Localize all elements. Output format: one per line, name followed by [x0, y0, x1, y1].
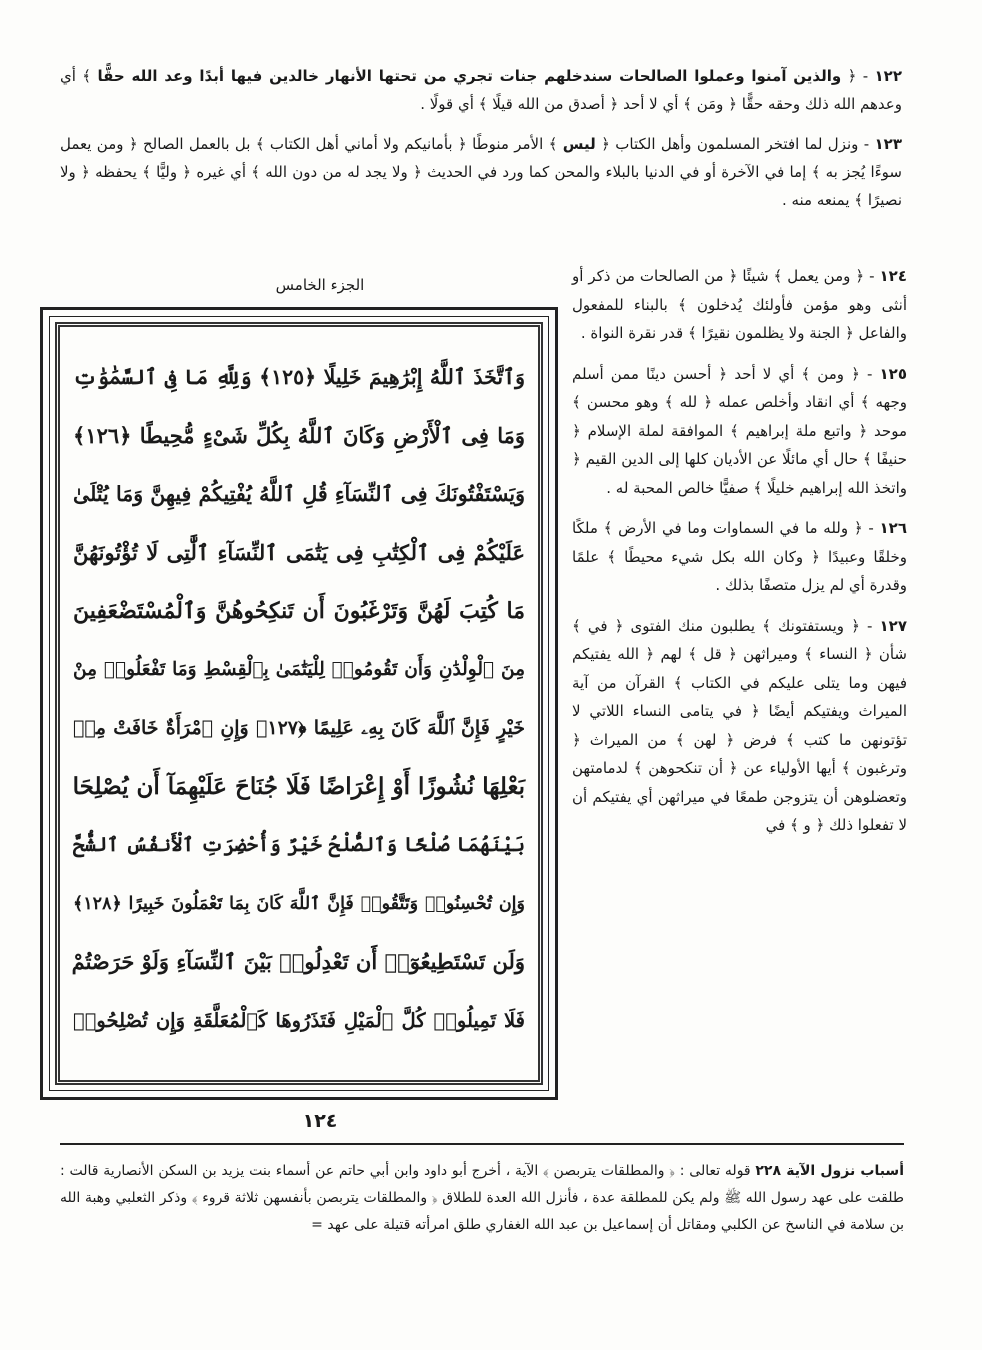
quran-line-8: بَعْلِهَا نُشُوزًا أَوْ إِعْرَاضًا فَلَا جُنَاحَ عَلَيْهِمَآ أَن يُصْلِحَا: [72, 772, 525, 800]
verse-number: ١٢٣: [874, 135, 902, 153]
footnote-text: قوله تعالى : ﴿ والمطلقات يتربصن ﴾ الآية ، أخرج أبو داود وابن أبي حاتم عن أسماء بنت يزيد بن السكن الأنصارية قالت : طلقت على عهد رسول الله ﷺ ولم يكن للمطلقة عدة ، فأنزل الله العدة للطلاق ﴿ والمطلقات يتربصن بأنفسهن ثلاثة قروء ﴾ وذكر الثعلبي وهبة الله بن سلامة في الناسخ عن الكلبي ومقاتل أن إسماعيل بن عبد الله الغفاري طلق امرأته قتيلة على عهد =: [60, 1163, 904, 1233]
quran-line-7: خَيْرٍ فَإِنَّ ٱللَّهَ كَانَ بِهِۦ عَلِيمًا ﴿١٢٧﴾ وَإِنِ ٱمْرَأَةٌ خَافَتْ مِنۢ: [73, 717, 525, 739]
footnote-divider: [60, 1143, 904, 1145]
verse-number: ١٢٥: [879, 364, 907, 383]
quran-line-12: فَلَا تَمِيلُوا۟ كُلَّ ٱلْمَيْلِ فَتَذَرُوهَا كَٱلْمُعَلَّقَةِ وَإِن تُصْلِحُوا۟: [73, 1008, 525, 1032]
commentary-entry-124: [572, 262, 907, 348]
commentary-entry-126: [572, 514, 907, 600]
verse-quote: ليس: [562, 135, 596, 153]
commentary-text: ﴾ الأمر منوطًا ﴿ بأمانيكم ولا أماني أهل الكتاب ﴾ بل بالعمل الصالح ﴿ ومن يعمل سوءًا يُجز به ﴾ إما في الآخرة أو في الدنيا بالبلاء والمحن كما ورد في الحديث ﴿ ولا يجد له من دون الله ﴾ أي غيره ﴿ وليًّا ﴾ يحفظه ﴿ ولا نصيرًا ﴾ يمنعه منه .: [60, 135, 902, 209]
commentary-entry-125: [572, 360, 907, 503]
verse-number: ١٢٦: [879, 519, 907, 537]
commentary-entry-123: [60, 130, 902, 214]
footnote-block: [60, 1158, 904, 1239]
commentary-side-column: [572, 262, 907, 852]
commentary-text: - ﴿ ولله ما في السماوات وما في الأرض ﴾ ملكًا وخلقًا وعبيدًا ﴿ وكان الله بكل شيء محيطًا ﴾ علمًا وقدرة أي لم يزل متصفًا بذلك .: [572, 519, 907, 594]
mushaf-frame: [40, 307, 558, 1100]
commentary-lead: - ﴿: [841, 67, 875, 85]
quran-line-6: مِنَ ٱلْوِلْدَٰنِ وَأَن تَقُومُوا۟ لِلْيَتَٰمَىٰ بِٱلْقِسْطِ وَمَا تَفْعَلُوا۟ مِنْ: [73, 658, 525, 680]
commentary-text: ﴾ أي وعدهم الله ذلك وحقه حقًّا ﴿ ومَن ﴾ أي لا أحد ﴿ أصدق من الله قيلًا ﴾ أي قولًا .: [60, 67, 902, 113]
quran-line-2: وَمَا فِى ٱلْأَرْضِ وَكَانَ ٱللَّهُ بِكُلِّ شَىْءٍ مُّحِيطًا ﴿١٢٦﴾: [73, 422, 525, 448]
quran-line-3: وَيَسْتَفْتُونَكَ فِى ٱلنِّسَآءِ قُلِ ٱللَّهُ يُفْتِيكُمْ فِيهِنَّ وَمَا يُتْلَىٰ: [73, 482, 525, 506]
quran-line-10: وَإِن تُحْسِنُوا۟ وَتَتَّقُوا۟ فَإِنَّ ٱللَّهَ كَانَ بِمَا تَعْمَلُونَ خَبِيرًا ﴿١٢٨﴾: [73, 893, 525, 914]
verse-quote: والذين آمنوا وعملوا الصالحات سندخلهم جنات تجري من تحتها الأنهار خالدين فيها أبدًا وعد الله حقًّا: [97, 67, 842, 85]
footnote-heading: أسباب نزول الآية ٢٢٨: [755, 1163, 905, 1179]
juz-label: الجزء الخامس: [275, 276, 365, 294]
commentary-lead: - ونزل لما افتخر المسلمون وأهل الكتاب ﴿: [595, 135, 875, 153]
verse-number: ١٢٢: [874, 67, 902, 85]
quran-text-block: [73, 348, 525, 1050]
quran-line-11: وَلَن تَسْتَطِيعُوٓا۟ أَن تَعْدِلُوا۟ بَيْنَ ٱلنِّسَآءِ وَلَوْ حَرَصْتُمْ: [71, 949, 525, 974]
commentary-text: - ﴿ ومن ﴾ أي لا أحد ﴿ أحسن دينًا ممن أسلم وجهه ﴾ أي انقاد وأخلص عمله ﴿ لله ﴾ وهو محسن ﴾ موحد ﴿ واتبع ملة إبراهيم ﴾ الموافقة لملة الإسلام ﴿ حنيفًا ﴾ حال أي مائلًا عن الأديان كلها إلى الدين القيم ﴿ واتخذ الله إبراهيم خليلًا ﴾ صفيًّا خالص المحبة له .: [572, 364, 907, 497]
commentary-entry-127: [572, 612, 907, 840]
page-number: ١٢٤: [302, 1110, 338, 1132]
quran-line-5: مَا كُتِبَ لَهُنَّ وَتَرْغَبُونَ أَن تَنكِحُوهُنَّ وَٱلْمُسْتَضْعَفِينَ: [73, 598, 525, 624]
commentary-entry-122: [60, 62, 902, 118]
quran-line-9: بَيْنَهُمَا صُلْحًا وَٱلصُّلْحُ خَيْرٌ وَأُحْضِرَتِ ٱلْأَنفُسُ ٱلشُّحَّ: [72, 833, 525, 856]
quran-line-4: عَلَيْكُمْ فِى ٱلْكِتَٰبِ فِى يَتَٰمَى ٱلنِّسَآءِ ٱلَّٰتِى لَا تُؤْتُونَهُنَّ: [73, 539, 525, 565]
commentary-text: - ﴿ ومن يعمل ﴾ شيئًا ﴿ من الصالحات من ذكر أو أنثى وهو مؤمن فأولئك يُدخلون ﴾ بالبناء للمفعول والفاعل ﴿ الجنة ولا يظلمون نقيرًا ﴾ قدر نقرة النواة .: [572, 267, 907, 342]
commentary-text: - ﴿ ويستفتونك ﴾ يطلبون منك الفتوى ﴿ في ﴾ شأن ﴿ النساء ﴾ وميراثهن ﴿ قل ﴾ لهم ﴿ الله يفتيكم فيهن وما يتلى عليكم في الكتاب ﴾ القرآن من آية الميراث ويفتيكم أيضًا ﴿ في يتامى النساء اللاتي لا تؤتونهن ما كتب ﴾ فرض ﴿ لهن ﴾ من الميراث ﴿ وترغبون ﴾ أيها الأولياء عن ﴿ أن تنكحوهن ﴾ لدمامتهن وتعضلوهن أن يتزوجن طمعًا في ميراثهن أي يفتيكم أن لا تفعلوا ذلك ﴿ و ﴾ في: [572, 616, 907, 834]
commentary-top: [60, 62, 902, 226]
verse-number: ١٢٤: [879, 267, 907, 285]
verse-number: ١٢٧: [879, 616, 907, 635]
quran-line-1: وَٱتَّخَذَ ٱللَّهُ إِبْرَٰهِيمَ خَلِيلًا ﴿١٢٥﴾ وَلِلَّهِ مَا فِى ٱلسَّمَٰوَٰتِ: [73, 365, 526, 389]
